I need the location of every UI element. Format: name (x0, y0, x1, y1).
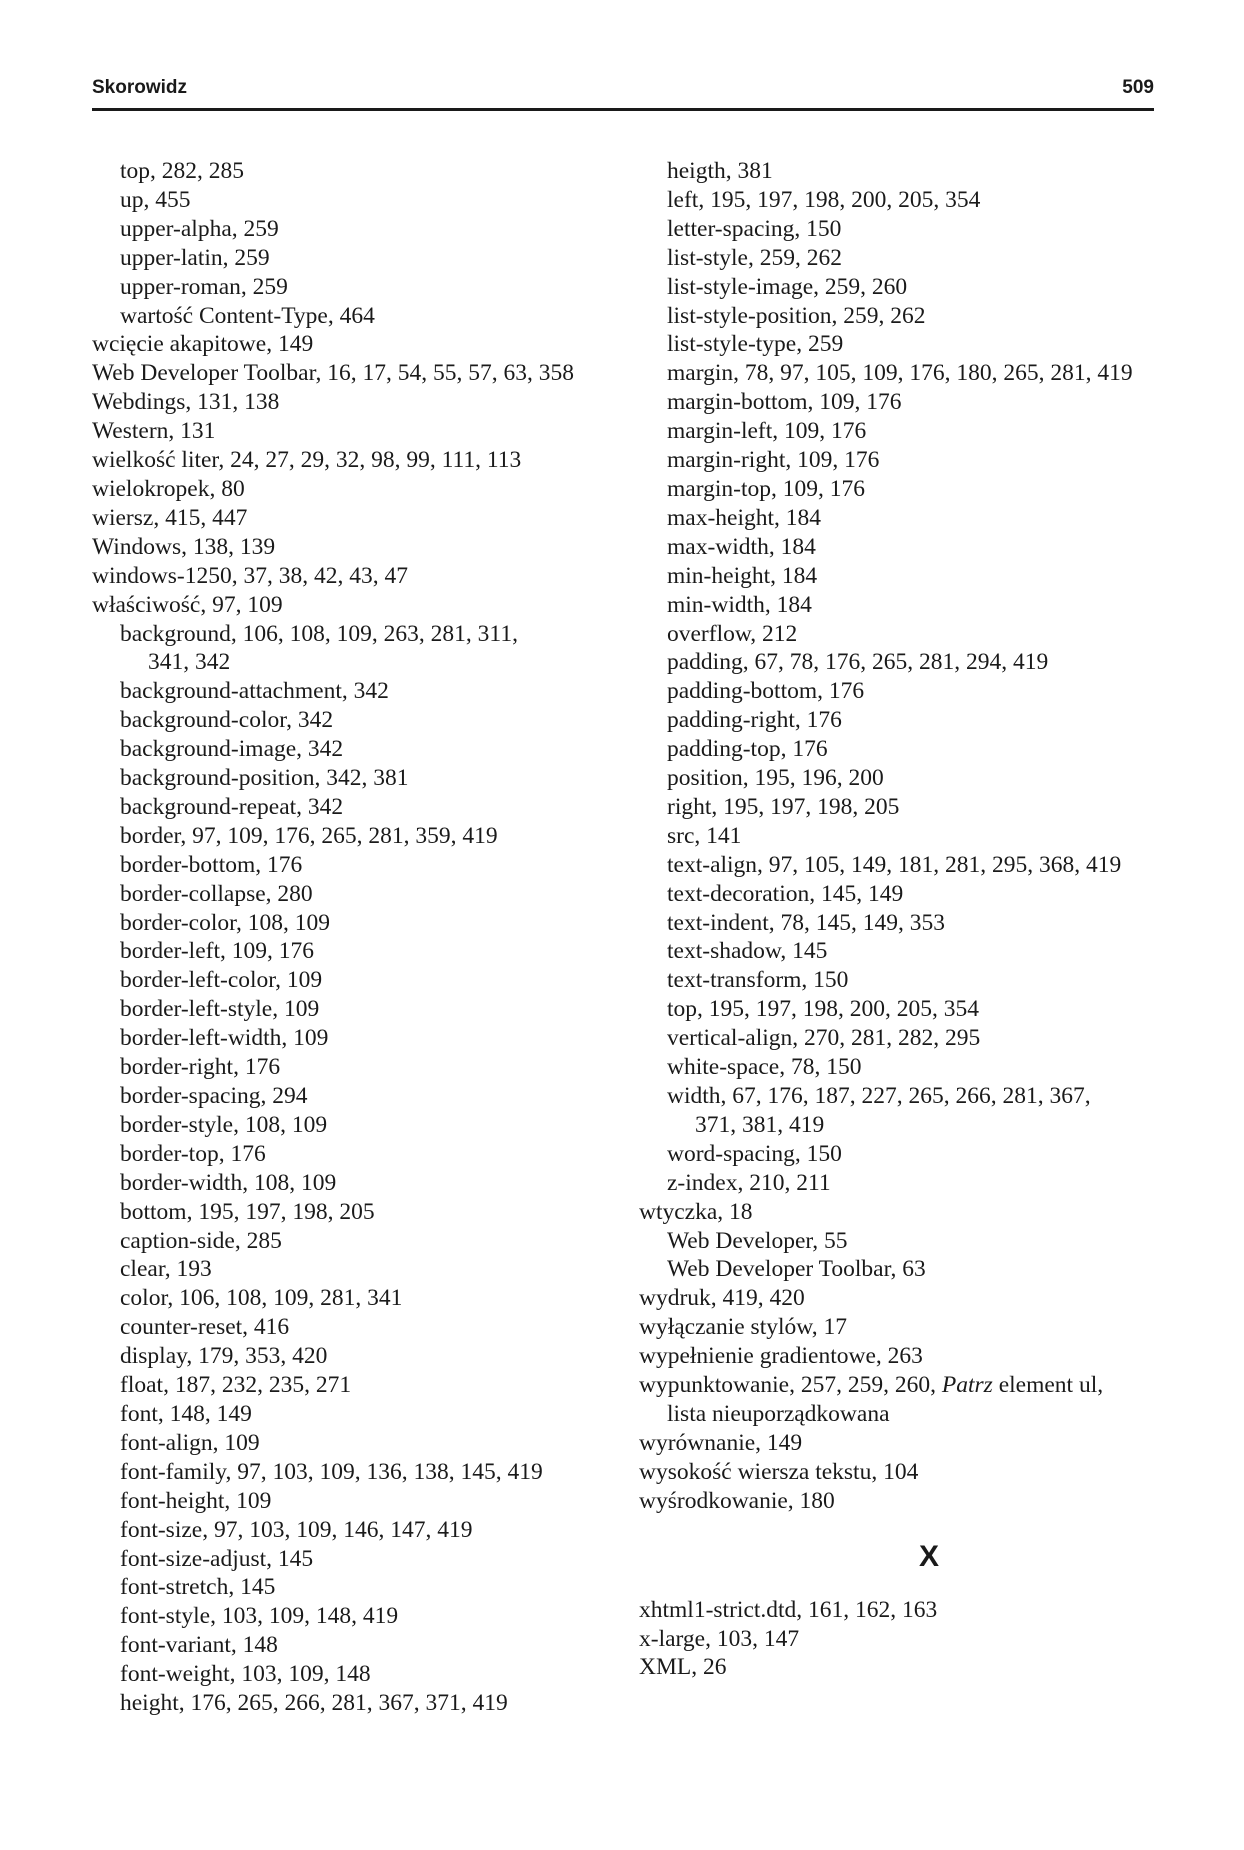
index-subentry: list-style-position, 259, 262 (667, 302, 926, 329)
index-subentry: height, 176, 265, 266, 281, 367, 371, 419 (120, 1690, 508, 1717)
index-subentry: border-left-style, 109 (120, 996, 320, 1023)
index-entry (639, 1371, 1179, 1400)
index-subentry: caption-side, 285 (120, 1227, 282, 1254)
index-subentry: display, 179, 353, 420 (120, 1343, 328, 1370)
index-entry: Windows, 138, 139 (92, 533, 276, 560)
index-entry: x-large, 103, 147 (639, 1625, 800, 1652)
index-subentry: min-height, 184 (667, 562, 818, 589)
index-subentry: position, 195, 196, 200 (667, 765, 884, 792)
index-subentry: max-height, 184 (667, 504, 822, 531)
index-entry: wielokropek, 80 (92, 475, 245, 502)
index-entry-text: element ul, (992, 1372, 1104, 1399)
index-entry: Web Developer Toolbar, 16, 17, 54, 55, 57, 63, 358 (92, 360, 574, 387)
index-subentry: Web Developer, 55 (667, 1227, 848, 1254)
index-subentry: vertical-align, 270, 281, 282, 295 (667, 1025, 981, 1052)
index-subentry: padding-top, 176 (667, 736, 828, 763)
index-subentry: src, 141 (667, 822, 742, 849)
index-subentry: min-width, 184 (667, 591, 812, 618)
index-entry: wysokość wiersza tekstu, 104 (639, 1458, 919, 1485)
index-subentry: up, 455 (120, 186, 191, 213)
index-entry: Webdings, 131, 138 (92, 389, 280, 416)
index-subentry: wartość Content-Type, 464 (120, 302, 375, 329)
index-subentry: font-align, 109 (120, 1429, 260, 1456)
index-subentry: font-weight, 103, 109, 148 (120, 1661, 371, 1688)
index-subentry: color, 106, 108, 109, 281, 341 (120, 1285, 403, 1312)
index-subentry: margin, 78, 97, 105, 109, 176, 180, 265, 281, 419 (667, 360, 1133, 387)
index-subentry: width, 67, 176, 187, 227, 265, 266, 281, 367, (667, 1083, 1091, 1109)
index-entry-text: wypunktowanie, 257, 259, 260, (639, 1372, 942, 1399)
page-number: 509 (1122, 77, 1154, 98)
index-entry: wyłączanie stylów, 17 (639, 1314, 847, 1341)
index-subentry: font-family, 97, 103, 109, 136, 138, 145, 419 (120, 1458, 543, 1485)
index-subentry: border-width, 108, 109 (120, 1169, 337, 1196)
index-subentry: padding-right, 176 (667, 707, 842, 734)
index-subentry: overflow, 212 (667, 620, 798, 647)
index-subentry: font-variant, 148 (120, 1632, 278, 1659)
index-subentry: background-image, 342 (120, 736, 344, 763)
index-subentry: heigth, 381 (667, 158, 773, 184)
index-subentry: font-style, 103, 109, 148, 419 (120, 1603, 399, 1630)
index-subentry: margin-left, 109, 176 (667, 418, 867, 445)
index-subentry: list-style-image, 259, 260 (667, 273, 908, 300)
index-subentry: margin-bottom, 109, 176 (667, 389, 902, 416)
index-subentry: border-right, 176 (120, 1054, 281, 1081)
index-entry: wcięcie akapitowe, 149 (92, 331, 314, 358)
index-subentry: word-spacing, 150 (667, 1140, 842, 1167)
index-subentry: z-index, 210, 211 (667, 1169, 831, 1196)
index-subentry: margin-right, 109, 176 (667, 447, 880, 474)
index-entry: windows-1250, 37, 38, 42, 43, 47 (92, 562, 408, 589)
index-subentry: font-size, 97, 103, 109, 146, 147, 419 (120, 1516, 473, 1543)
index-subentry: border-collapse, 280 (120, 880, 313, 907)
running-header (92, 74, 1154, 111)
index-subentry: border-left, 109, 176 (120, 938, 315, 965)
index-subentry: background-position, 342, 381 (120, 765, 409, 792)
index-subentry: text-indent, 78, 145, 149, 353 (667, 909, 946, 936)
index-subentry: font-size-adjust, 145 (120, 1545, 314, 1572)
index-subentry: background-repeat, 342 (120, 793, 344, 820)
index-entry: wtyczka, 18 (639, 1198, 753, 1225)
index-subentry: text-decoration, 145, 149 (667, 880, 904, 907)
index-entry-continuation: 371, 381, 419 (695, 1111, 825, 1138)
index-subentry: clear, 193 (120, 1256, 212, 1283)
index-entry: właściwość, 97, 109 (92, 591, 283, 618)
index-subentry: upper-roman, 259 (120, 273, 288, 300)
index-subentry: font-height, 109 (120, 1487, 272, 1514)
index-subentry: max-width, 184 (667, 533, 816, 560)
index-subentry: padding-bottom, 176 (667, 678, 865, 705)
see-reference: Patrz (941, 1372, 993, 1399)
index-subentry: background-color, 342 (120, 707, 334, 734)
index-subentry: top, 195, 197, 198, 200, 205, 354 (667, 996, 980, 1023)
index-subentry: counter-reset, 416 (120, 1314, 290, 1341)
index-subentry: border-top, 176 (120, 1140, 266, 1167)
index-letter-heading: X (918, 1539, 939, 1573)
index-subentry: bottom, 195, 197, 198, 205 (120, 1198, 375, 1225)
index-entry: wydruk, 419, 420 (639, 1285, 805, 1312)
index-entry: XML, 26 (639, 1654, 727, 1681)
index-subentry: text-shadow, 145 (667, 938, 828, 965)
index-entry-continuation: 341, 342 (148, 649, 231, 676)
index-subentry: border, 97, 109, 176, 265, 281, 359, 419 (120, 822, 498, 849)
index-subentry: border-spacing, 294 (120, 1083, 308, 1109)
index-subentry: background-attachment, 342 (120, 678, 389, 705)
index-subentry: margin-top, 109, 176 (667, 475, 865, 502)
index-subentry: right, 195, 197, 198, 205 (667, 793, 900, 820)
index-subentry: Web Developer Toolbar, 63 (667, 1256, 926, 1283)
index-entry: wyrównanie, 149 (639, 1429, 803, 1456)
index-subentry: background, 106, 108, 109, 263, 281, 311, (120, 620, 518, 647)
index-column-right (639, 157, 1179, 1682)
index-subentry: letter-spacing, 150 (667, 215, 842, 242)
index-subentry: white-space, 78, 150 (667, 1054, 862, 1081)
index-subentry: border-style, 108, 109 (120, 1111, 328, 1138)
index-entry-continuation: lista nieuporządkowana (667, 1400, 890, 1427)
index-entry: wielkość liter, 24, 27, 29, 32, 98, 99, 111, 113 (92, 447, 522, 474)
index-subentry: border-left-width, 109 (120, 1025, 329, 1052)
index-subentry: border-left-color, 109 (120, 967, 323, 994)
index-subentry: left, 195, 197, 198, 200, 205, 354 (667, 186, 981, 213)
index-subentry: top, 282, 285 (120, 158, 245, 184)
index-subentry: upper-latin, 259 (120, 244, 270, 271)
index-subentry: list-style, 259, 262 (667, 244, 842, 271)
index-subentry: font, 148, 149 (120, 1400, 252, 1427)
index-subentry: float, 187, 232, 235, 271 (120, 1372, 352, 1399)
index-column-left (92, 157, 612, 1718)
index-entry: Western, 131 (92, 418, 216, 445)
index-entry: wiersz, 415, 447 (92, 504, 248, 531)
index-entry: wyśrodkowanie, 180 (639, 1487, 835, 1514)
index-subentry: list-style-type, 259 (667, 331, 844, 358)
index-subentry: border-bottom, 176 (120, 851, 303, 878)
index-subentry: border-color, 108, 109 (120, 909, 331, 936)
index-subentry: text-transform, 150 (667, 967, 849, 994)
index-subentry: padding, 67, 78, 176, 265, 281, 294, 419 (667, 649, 1049, 676)
index-subentry: font-stretch, 145 (120, 1574, 276, 1601)
index-entry: xhtml1-strict.dtd, 161, 162, 163 (639, 1596, 938, 1623)
index-entry: wypełnienie gradientowe, 263 (639, 1343, 923, 1370)
header-title: Skorowidz (92, 77, 188, 98)
index-subentry: text-align, 97, 105, 149, 181, 281, 295, 368, 419 (667, 851, 1122, 878)
index-subentry: upper-alpha, 259 (120, 215, 279, 242)
